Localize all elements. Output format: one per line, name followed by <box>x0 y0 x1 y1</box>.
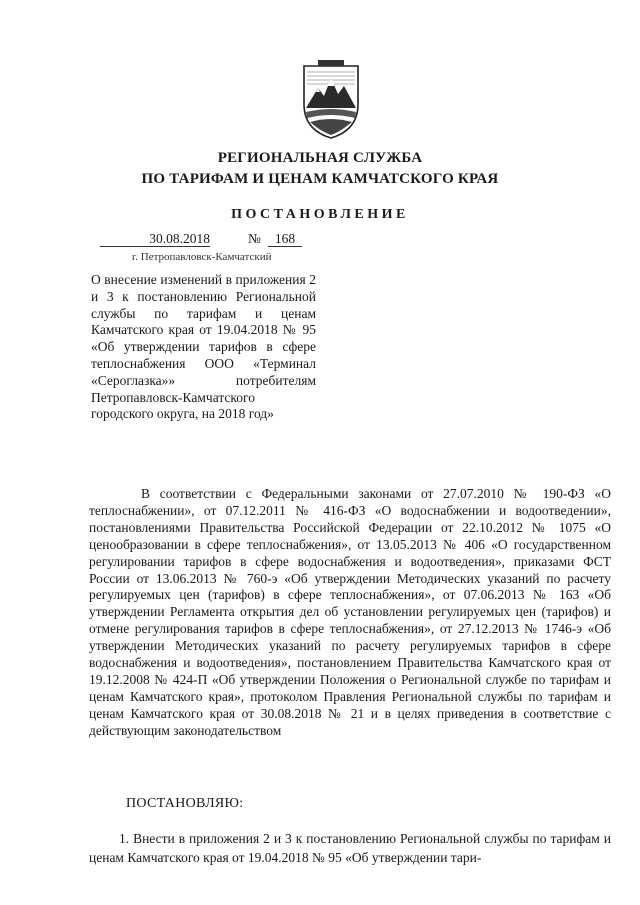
coat-of-arms-icon <box>300 60 362 142</box>
decree-item-1: 1. Внести в приложения 2 и 3 к постановлению Региональной службы по тарифам и ценам Камчатского края от 19.04.2018 № 95 «Об утверждении тари- <box>89 831 611 865</box>
preamble-paragraph: В соответствии с Федеральными законами от 27.07.2010 № 190-ФЗ «О теплоснабжении», от 07.12.2011 № 416-ФЗ «О водоснабжении и водоотведении», постановлениями Правительства Российской Федерации от 22.10.2012 № 1075 «О ценообразовании в сфере теплоснабжения», от 13.05.2013 № 406 «О государственном регулировании тарифов в сфере водоснабжения и водоотведения», приказами ФСТ России от 13.06.2013 № 760-э «Об утверждении Методических указаний по расчету регулируемых цен (тарифов) в сфере теплоснабжения», от 07.06.2013 № 163 «Об утверждении Регламента открытия дел об установлении регулируемых цен (тарифов) и отмене регулирования тарифов в сфере теплоснабжения», от 27.12.2013 № 1746-э «Об утверждении Методических указаний по расчету регулируемых тарифов в сфере водоснабжения и водоотведения», постановлением Правительства Камчатского края от 19.12.2008 № 424-П «Об утверждении Положения о Региональной службе по тарифам и ценам Камчатского края», протоколом Правления Региональной службы по тарифам и ценам Камчатского края от 30.08.2018 № 21 и в целях приведения в соответствие с действующим законодательством <box>89 486 611 738</box>
organization-name-line2: ПО ТАРИФАМ И ЦЕНАМ КАМЧАТСКОГО КРАЯ <box>141 171 499 187</box>
document-date: 30.08.2018 <box>100 231 210 247</box>
organization-name-line1: РЕГИОНАЛЬНАЯ СЛУЖБА <box>217 150 423 166</box>
document-number: 168 <box>268 231 302 247</box>
document-city: г. Петропавловск-Камчатский <box>132 251 272 263</box>
decree-heading: ПОСТАНОВЛЯЮ: <box>126 796 244 811</box>
number-sign: № <box>248 231 261 246</box>
document-type-title: ПОСТАНОВЛЕНИЕ <box>231 207 409 222</box>
document-subject: О внесение изменений в приложения 2 и 3 к постановлению Региональной службы по тарифам и ценам Камчатского края от 19.04.2018 № 95 «Об утверждении тарифов в сфере теплоснабжения ООО «Терминал «Сероглазка»» потребителям Петропавловск-Камчатского городского округа, на 2018 год» <box>91 272 316 422</box>
